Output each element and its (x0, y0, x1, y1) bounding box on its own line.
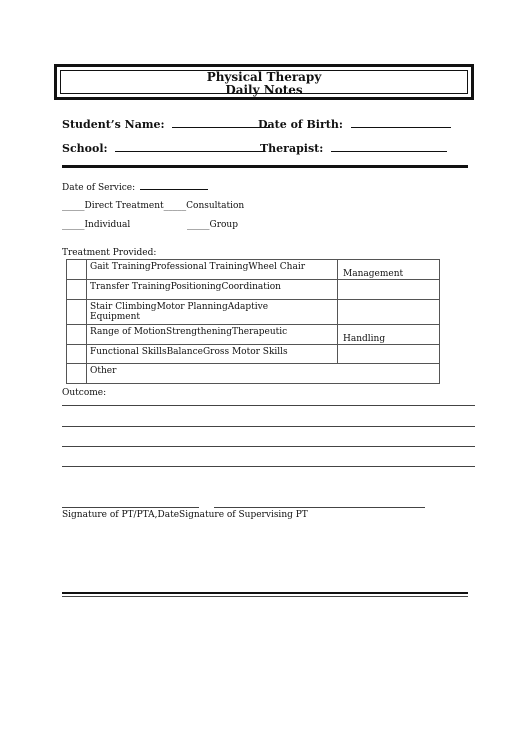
title-inner-frame (60, 70, 468, 97)
treatment-option: Functional SkillsBalanceGross Motor Skills (87, 345, 319, 364)
consultation-blank[interactable]: _____ (163, 201, 187, 211)
date-of-service-field[interactable] (140, 181, 208, 190)
treatment-table (66, 259, 440, 384)
treatment-option: Transfer TrainingPositioningCoordination (87, 280, 319, 300)
header-divider (62, 165, 468, 168)
individual-row (62, 220, 130, 230)
table-row (67, 260, 440, 280)
checkbox-cell[interactable] (319, 300, 338, 325)
date-of-birth-label: Date of Birth: (258, 118, 343, 131)
direct-blank[interactable]: _____ (62, 201, 85, 211)
form-title: Physical Therapy (206, 70, 322, 84)
outcome-label: Outcome: (62, 388, 107, 398)
checkbox-cell[interactable] (319, 260, 338, 280)
checkbox-cell[interactable] (67, 345, 87, 364)
student-name-label: Student’s Name: (62, 118, 165, 131)
treatment-option-other: Other (87, 364, 440, 384)
group-row (187, 220, 238, 230)
checkbox-cell[interactable] (67, 280, 87, 300)
table-row (67, 325, 440, 345)
table-row (67, 300, 440, 325)
dob-row (258, 117, 451, 131)
checkbox-cell[interactable] (67, 260, 87, 280)
treatment-provided-label: Treatment Provided: (62, 248, 157, 258)
individual-blank[interactable]: _____ (62, 220, 85, 230)
table-row (67, 364, 440, 384)
group-label: Group (209, 220, 238, 230)
outcome-line[interactable] (62, 405, 475, 406)
checkbox-cell[interactable] (67, 364, 87, 384)
therapist-label: Therapist: (260, 142, 324, 155)
individual-label: Individual (84, 220, 131, 230)
footer-rule-bottom (62, 596, 468, 597)
consultation-label: Consultation (186, 201, 245, 211)
school-row (62, 141, 265, 155)
handling-label: Handling (338, 325, 440, 345)
date-of-service-row (62, 181, 208, 193)
table-row (67, 280, 440, 300)
empty-cell (338, 300, 440, 325)
therapist-row (260, 141, 447, 155)
checkbox-cell[interactable] (319, 345, 338, 364)
checkbox-cell[interactable] (319, 280, 338, 300)
checkbox-cell[interactable] (67, 325, 87, 345)
form-subtitle: Daily Notes (225, 83, 303, 97)
footer-rule-top (62, 592, 468, 594)
date-of-birth-field[interactable] (351, 117, 451, 128)
empty-cell (338, 345, 440, 364)
table-row (67, 345, 440, 364)
direct-treatment-label: Direct Treatment (84, 201, 164, 211)
treatment-option: Range of MotionStrengtheningTherapeutic (87, 325, 319, 345)
outcome-line[interactable] (62, 446, 475, 447)
title-box (54, 64, 474, 100)
group-blank[interactable]: _____ (187, 220, 210, 230)
student-name-field[interactable] (172, 117, 270, 128)
treatment-type-row (62, 201, 244, 211)
student-name-row (62, 117, 270, 131)
treatment-option: Stair ClimbingMotor PlanningAdaptive Equipment (87, 300, 319, 325)
treatment-option: Gait TrainingProfessional TrainingWheel Chair (87, 260, 319, 280)
empty-cell (338, 280, 440, 300)
pt-signature-line[interactable] (62, 507, 199, 508)
outcome-line[interactable] (62, 466, 475, 467)
management-label: Management (338, 260, 440, 280)
school-label: School: (62, 142, 108, 155)
school-field[interactable] (115, 141, 265, 152)
checkbox-cell[interactable] (67, 300, 87, 325)
signature-label: Signature of PT/PTA,DateSignature of Supervising PT (62, 510, 308, 520)
therapist-field[interactable] (331, 141, 447, 152)
date-of-service-label: Date of Service: (62, 183, 136, 193)
supervisor-signature-line[interactable] (214, 507, 425, 508)
checkbox-cell[interactable] (319, 325, 338, 345)
outcome-line[interactable] (62, 426, 475, 427)
